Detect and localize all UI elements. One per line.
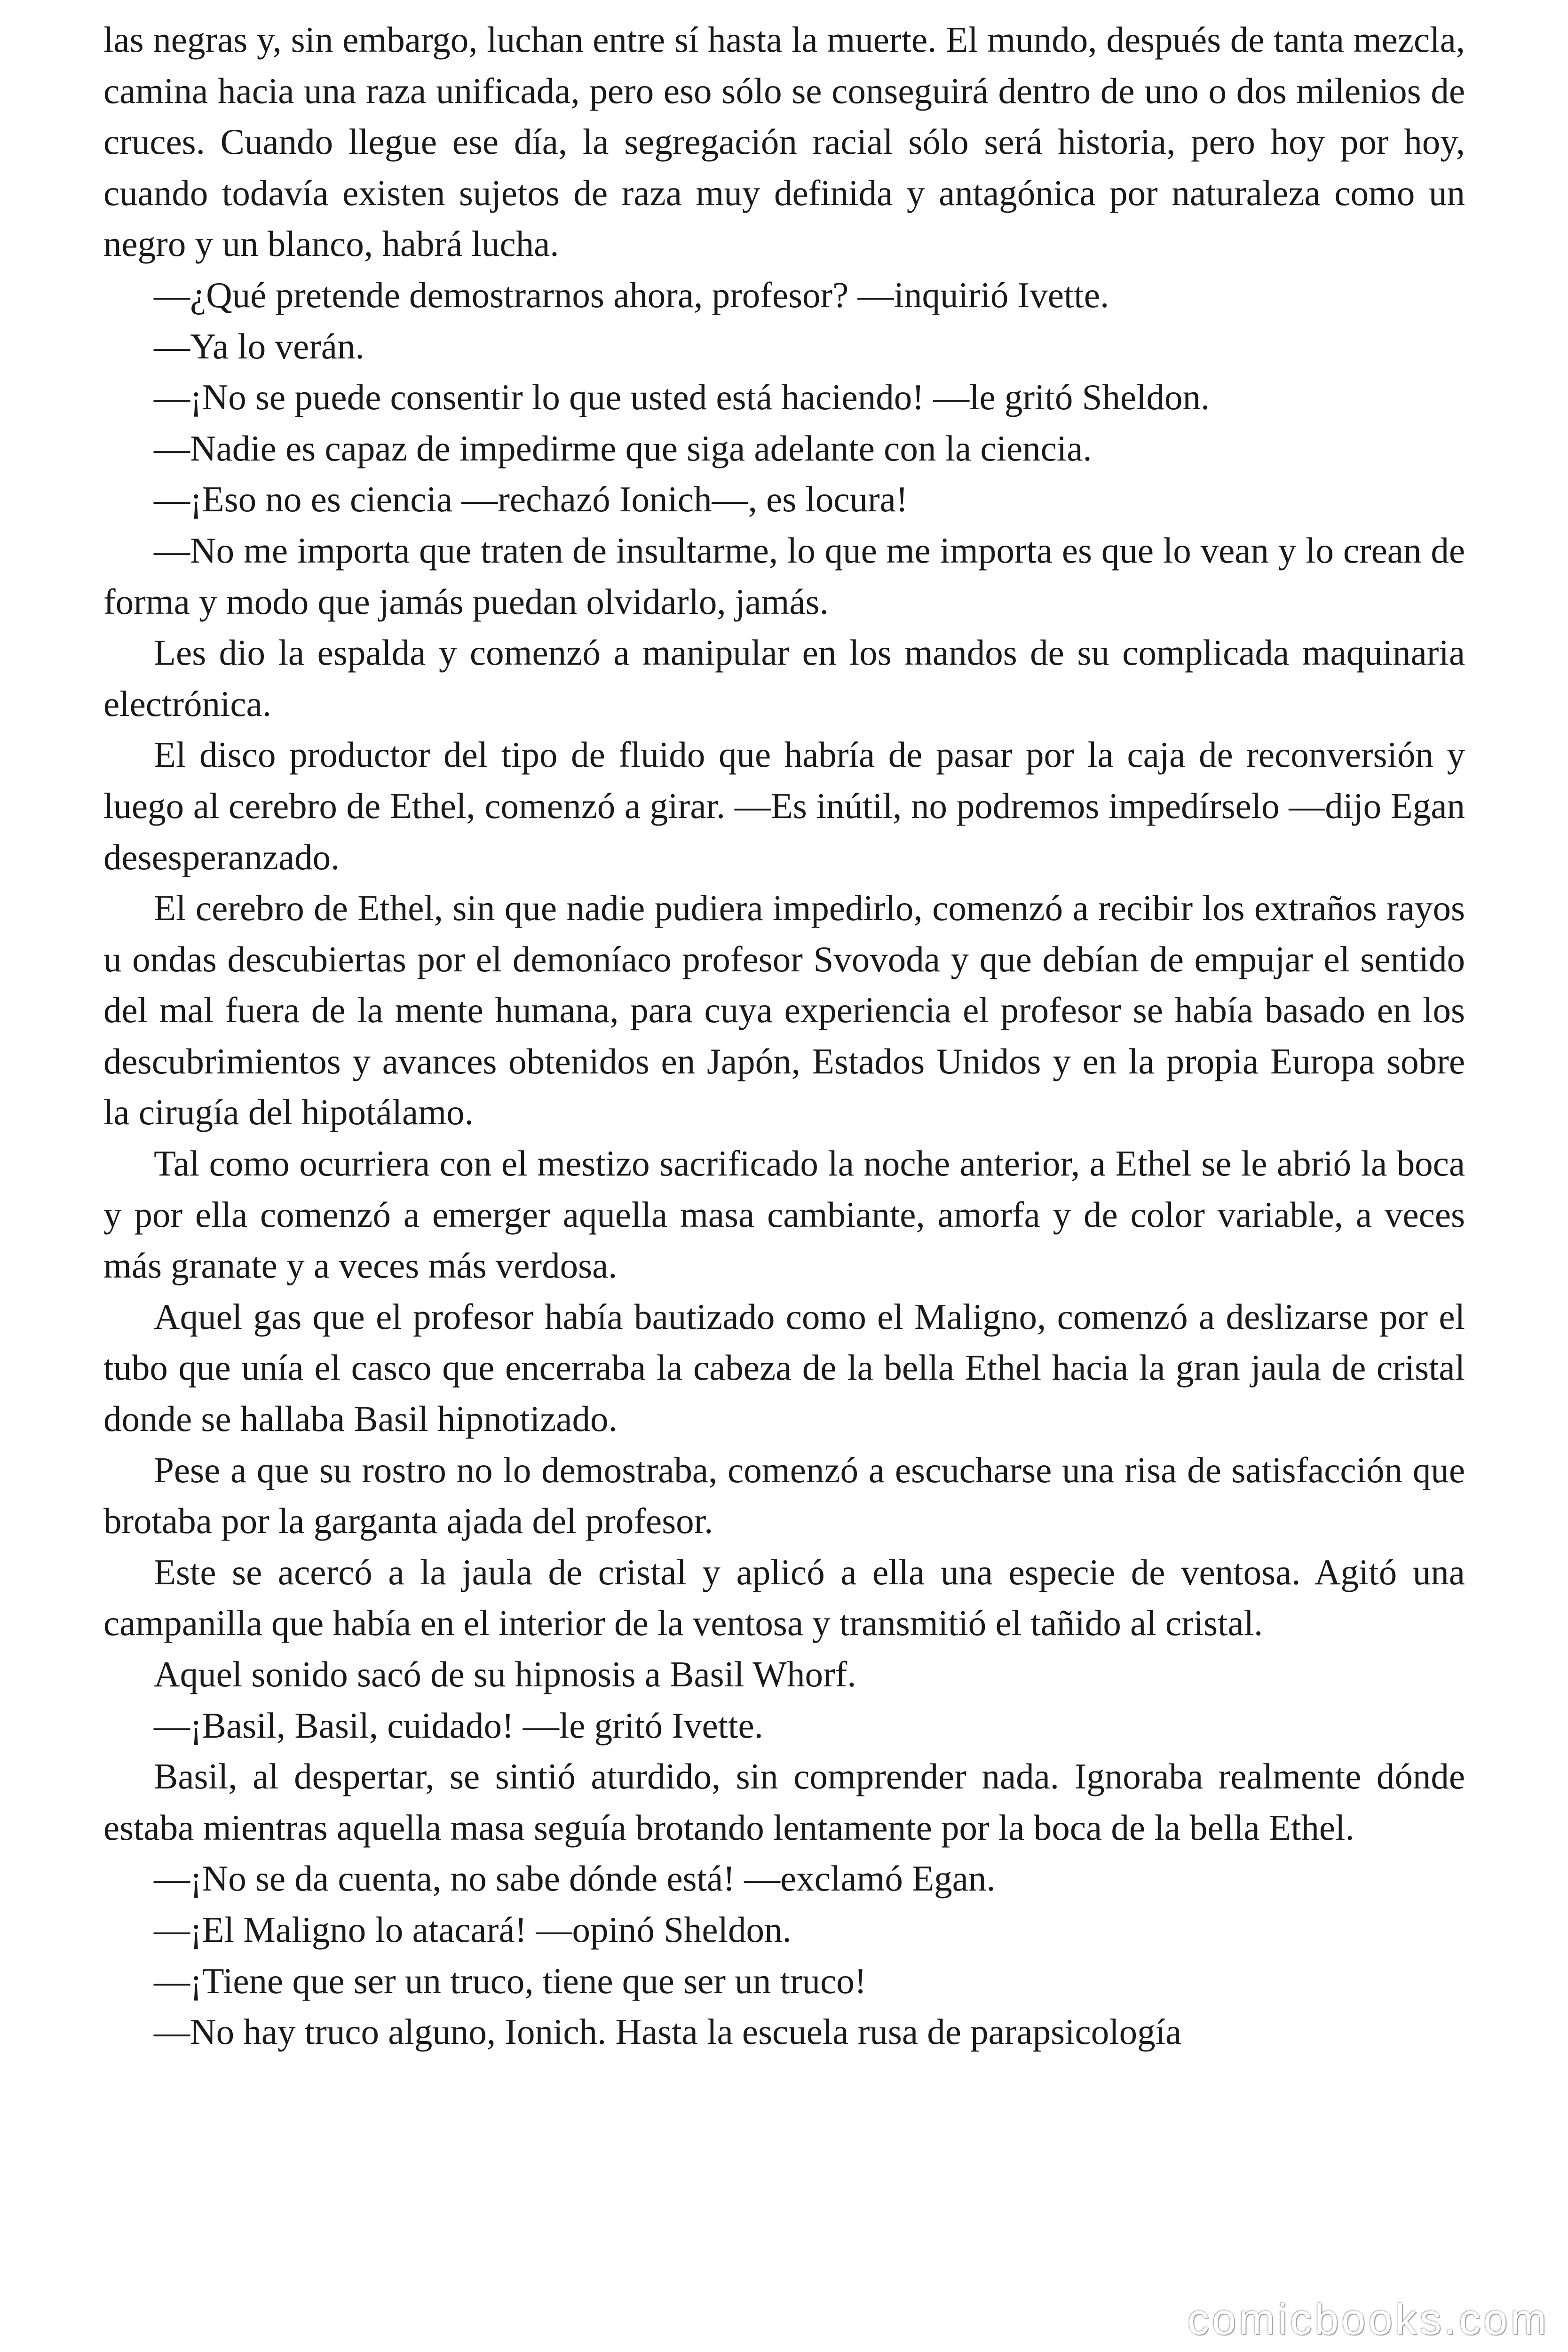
paragraph: —¡No se puede consentir lo que usted está haciendo! —le gritó Sheldon.: [154, 377, 1210, 418]
paragraph: —Nadie es capaz de impedirme que siga adelante con la ciencia.: [154, 428, 1092, 469]
paragraph: —No hay truco alguno, Ionich. Hasta la escuela rusa de parapsicología: [154, 2011, 1182, 2052]
paragraph: —No me importa que traten de insultarme, lo que me importa es que lo vean y lo crean de forma y modo que jamás puedan olvidarlo, jamás.: [103, 530, 1465, 622]
paragraph: —¡Eso no es ciencia —rechazó Ionich—, es locura!: [154, 479, 908, 520]
paragraph: —Ya lo verán.: [154, 326, 364, 366]
paragraph: —¿Qué pretende demostrarnos ahora, profesor? —inquirió Ivette.: [154, 274, 1109, 315]
paragraph: Les dio la espalda y comenzó a manipular en los mandos de su complicada maquinaria electrónica.: [103, 632, 1465, 724]
paragraph: las negras y, sin embargo, luchan entre sí hasta la muerte. El mundo, después de tanta mezcla, camina hacia una raza unificada, pero eso sólo se conseguirá dentro de uno o dos milenios de cruces. Cuando llegue ese día, la segregación racial sólo será historia, pero hoy por hoy, cuando todavía existen sujetos de raza muy definida y antagónica por naturaleza como un negro y un blanco, habrá lucha.: [103, 19, 1465, 264]
paragraph: —¡El Maligno lo atacará! —opinó Sheldon.: [154, 1909, 792, 1950]
paragraph: —¡Basil, Basil, cuidado! —le gritó Ivette.: [154, 1705, 763, 1746]
paragraph: El disco productor del tipo de fluido que habría de pasar por la caja de reconversión y luego al cerebro de Ethel, comenzó a girar. —Es inútil, no podremos impedírselo —dijo Egan desesperanzado.: [103, 734, 1465, 877]
paragraph: Basil, al despertar, se sintió aturdido, sin comprender nada. Ignoraba realmente dónde estaba mientras aquella masa seguía brotando lentamente por la boca de la bella Ethel.: [103, 1756, 1465, 1848]
paragraph: —¡Tiene que ser un truco, tiene que ser un truco!: [154, 1960, 867, 2001]
paragraph: Tal como ocurriera con el mestizo sacrificado la noche anterior, a Ethel se le abrió la boca y por ella comenzó a emerger aquella masa cambiante, amorfa y de color variable, a veces más granate y a veces más verdosa.: [103, 1143, 1465, 1286]
paragraph: Aquel gas que el profesor había bautizado como el Maligno, comenzó a deslizarse por el tubo que unía el casco que encerraba la cabeza de la bella Ethel hacia la gran jaula de cristal donde se hallaba Basil hipnotizado.: [103, 1296, 1465, 1439]
paragraph: —¡No se da cuenta, no sabe dónde está! —exclamó Egan.: [154, 1858, 996, 1899]
paragraph: Este se acercó a la jaula de cristal y aplicó a ella una especie de ventosa. Agitó una campanilla que había en el interior de la ventosa y transmitió el tañido al cristal.: [103, 1551, 1465, 1644]
page-body: [103, 14, 1465, 2058]
paragraph: Pese a que su rostro no lo demostraba, comenzó a escucharse una risa de satisfacción que brotaba por la garganta ajada del profesor.: [103, 1449, 1465, 1542]
paragraph: Aquel sonido sacó de su hipnosis a Basil Whorf.: [154, 1654, 856, 1694]
watermark: comicbooks.com: [1187, 2296, 1549, 2344]
paragraph: El cerebro de Ethel, sin que nadie pudiera impedirlo, comenzó a recibir los extraños rayos u ondas descubiertas por el demoníaco profesor Svovoda y que debían de empujar el sentido del mal fuera de la mente humana, para cuya experiencia el profesor se había basado en los descubrimientos y avances obtenidos en Japón, Estados Unidos y en la propia Europa sobre la cirugía del hipotálamo.: [103, 888, 1465, 1133]
